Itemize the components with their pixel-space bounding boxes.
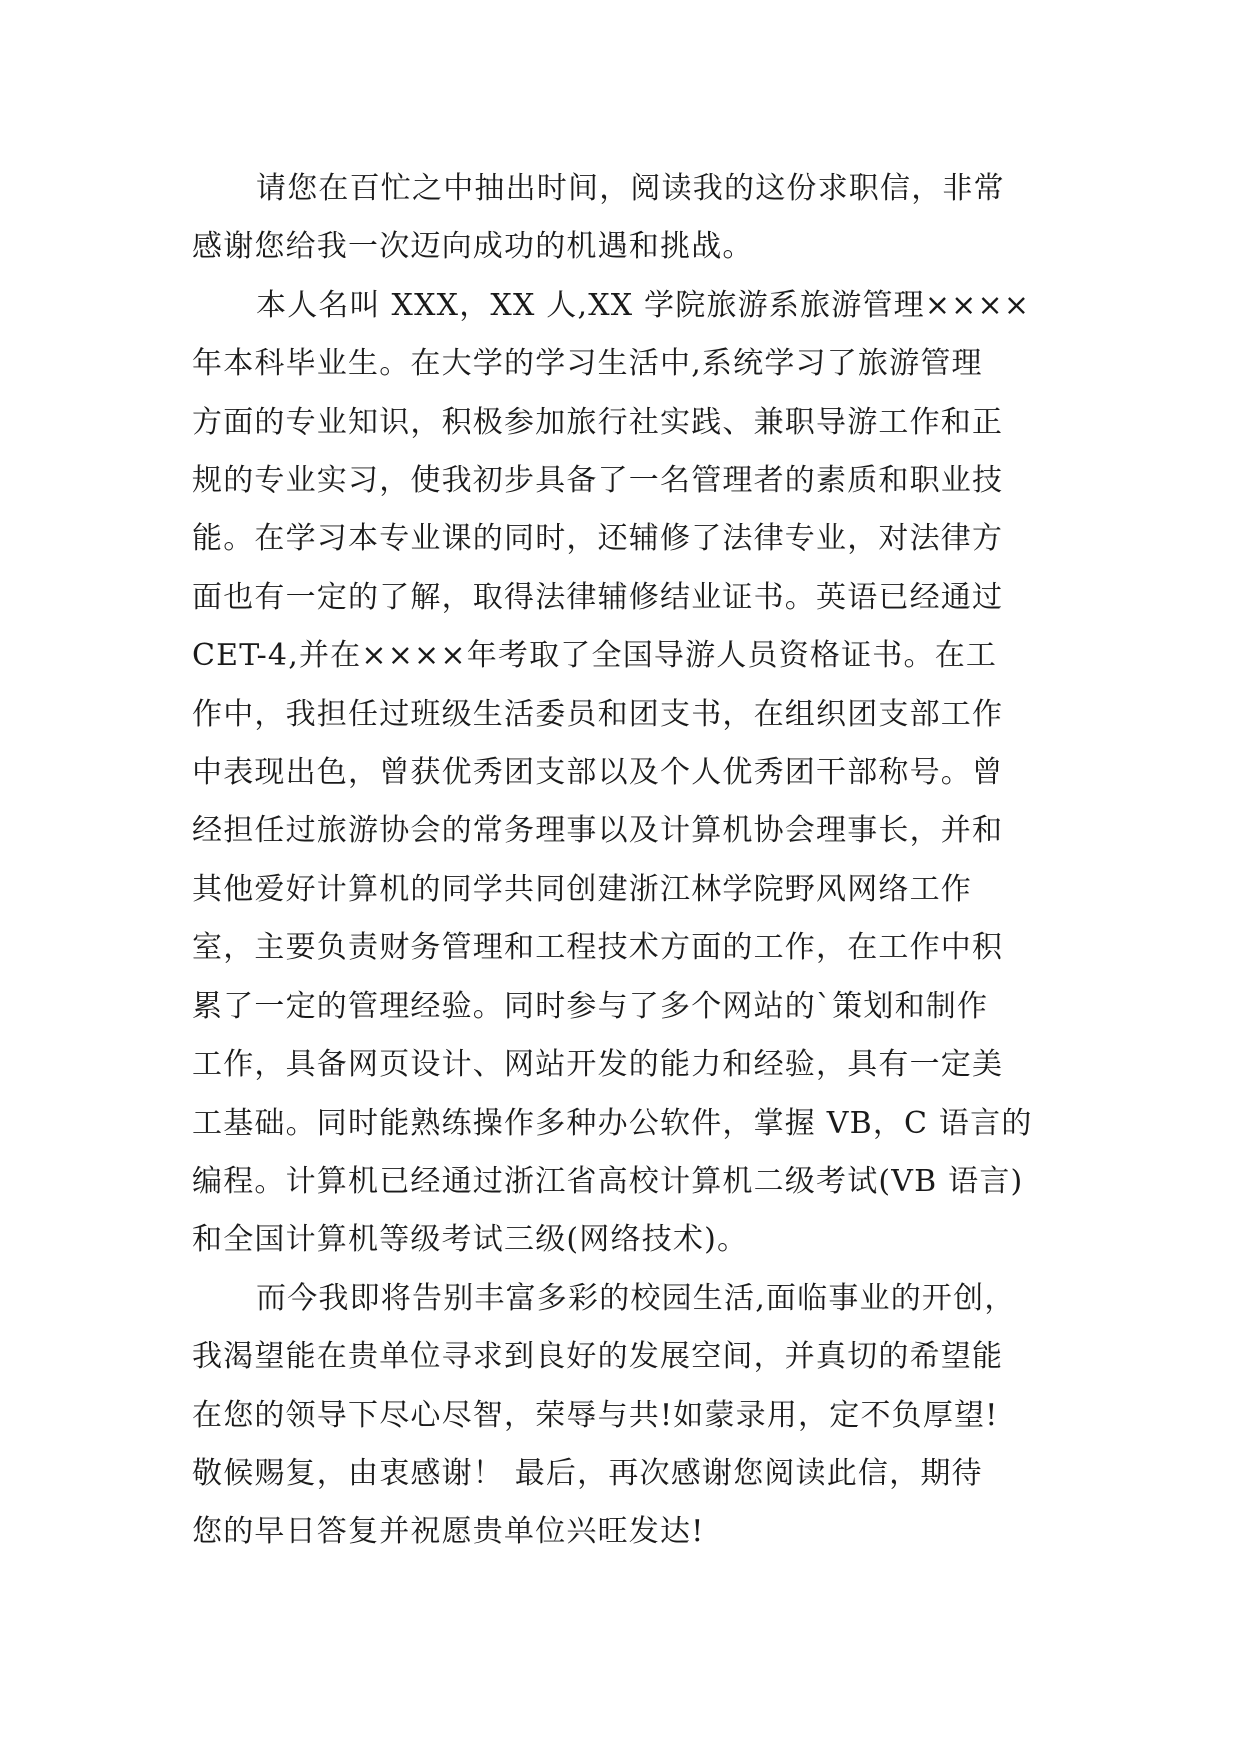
text-line: 作中，我担任过班级生活委员和团支书，在组织团支部工作 <box>192 696 1004 732</box>
text-line: 感谢您给我一次迈向成功的机遇和挑战。 <box>192 229 754 265</box>
text-line: 方面的专业知识，积极参加旅行社实践、兼职导游工作和正 <box>192 404 1004 440</box>
text-line: 本人名叫 XXX，XX 人,XX 学院旅游系旅游管理×××× <box>256 287 1031 323</box>
paragraph-background <box>192 277 1052 1270</box>
text-line: 请您在百忙之中抽出时间，阅读我的这份求职信，非常 <box>256 171 1005 206</box>
text-line: 室，主要负责财务管理和工程技术方面的工作，在工作中积 <box>192 930 1004 966</box>
text-line: 经担任过旅游协会的常务理事以及计算机协会理事长，并和 <box>192 813 1004 849</box>
text-line: 工基础。同时能熟练操作多种办公软件，掌握 VB，C 语言的 <box>192 1105 1033 1141</box>
text-line: 中表现出色，曾获优秀团支部以及个人优秀团干部称号。曾 <box>192 755 1004 791</box>
text-line: 工作，具备网页设计、网站开发的能力和经验，具有一定美 <box>192 1047 1004 1083</box>
text-line: CET-4,并在××××年考取了全国导游人员资格证书。在工 <box>192 638 998 674</box>
text-line: 规的专业实习，使我初步具备了一名管理者的素质和职业技 <box>192 463 1004 499</box>
text-line: 面也有一定的了解，取得法律辅修结业证书。英语已经通过 <box>192 579 1004 615</box>
text-line: 编程。计算机已经通过浙江省高校计算机二级考试(VB 语言) <box>192 1163 1024 1199</box>
text-line: 其他爱好计算机的同学共同创建浙江林学院野风网络工作 <box>192 871 972 907</box>
text-line: 而今我即将告别丰富多彩的校园生活,面临事业的开创， <box>256 1280 1016 1316</box>
letter-body <box>192 160 1052 1562</box>
text-line: 年本科毕业生。在大学的学习生活中,系统学习了旅游管理 <box>192 346 983 382</box>
paragraph-closing <box>192 1270 1052 1562</box>
text-line: 在您的领导下尽心尽智，荣辱与共!如蒙录用，定不负厚望! <box>192 1397 999 1433</box>
text-line: 您的早日答复并祝愿贵单位兴旺发达! <box>192 1514 705 1550</box>
text-line: 敬候赐复，由衷感谢！ 最后，再次感谢您阅读此信，期待 <box>192 1455 983 1491</box>
text-line: 和全国计算机等级考试三级(网络技术)。 <box>192 1222 749 1258</box>
text-line: 累了一定的管理经验。同时参与了多个网站的`策划和制作 <box>192 988 989 1024</box>
text-line: 能。在学习本专业课的同时，还辅修了法律专业，对法律方 <box>192 521 1004 557</box>
text-line: 我渴望能在贵单位寻求到良好的发展空间，并真切的希望能 <box>192 1339 1004 1375</box>
paragraph-intro <box>192 160 1052 277</box>
